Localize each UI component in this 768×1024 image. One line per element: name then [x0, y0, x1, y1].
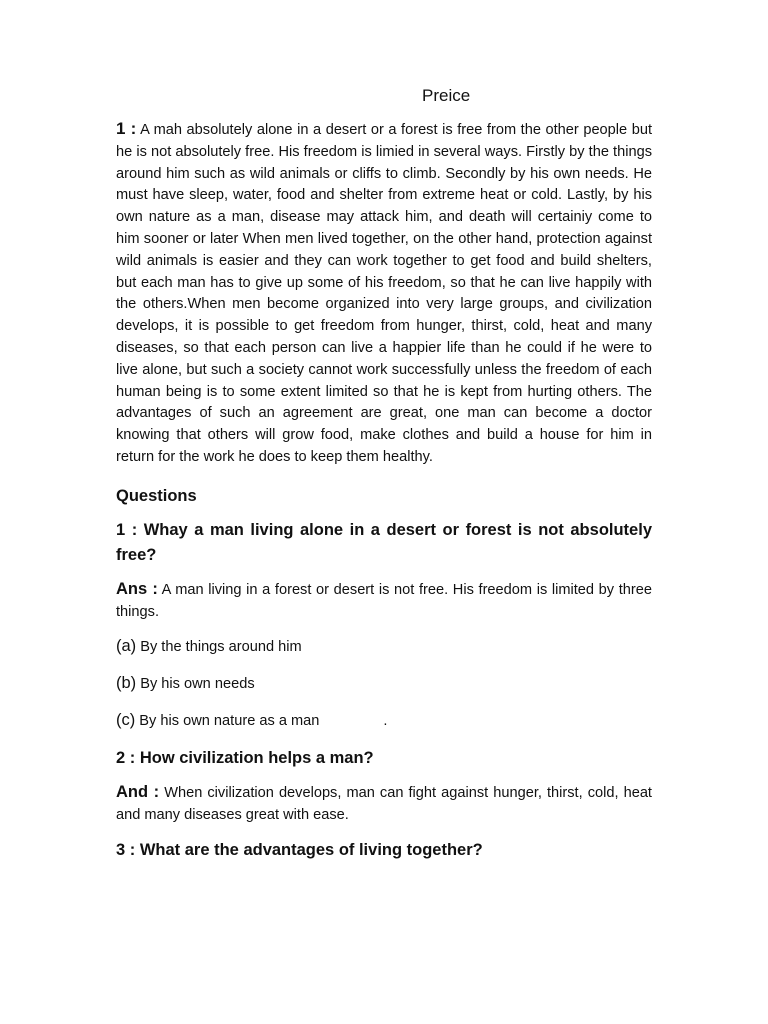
- answer-item-b: [116, 672, 652, 695]
- question-2: 2 : How civilization helps a man?: [116, 748, 374, 767]
- questions-heading: Questions: [116, 486, 197, 505]
- answer-2-text: When civilization develops, man can fight against hunger, thirst, cold, heat and many diseases great with ease.: [116, 784, 652, 823]
- item-b-label: (b): [116, 673, 137, 692]
- answer-1: [116, 578, 652, 623]
- item-c-text: By his own nature as a man: [135, 712, 320, 729]
- item-a-text: By the things around him: [136, 638, 302, 655]
- passage-number: 1 :: [116, 119, 137, 138]
- question-1: 1 : Whay a man living alone in a desert or forest is not absolutely free?: [116, 520, 652, 564]
- passage-paragraph: [116, 118, 652, 469]
- document-page: [116, 86, 652, 873]
- passage-text: A mah absolutely alone in a desert or a forest is free from the other people but he is not absolutely free. His freedom is limied in several ways. Firstly by the things around him such as wild animals or cliffs to climb. Secondly by his own needs. He must have sleep, water, food and shelter from extreme heat or cold. Lastly, by his own nature as a man, disease may attack him, and death will certainiy come to him sooner or later When men lived together, on the other hand, protection against wild animals is easier and they can work together to get food and build shelters, but each man has to give up some of his freedom, so that he can live happily with the others.When men become organized into very large groups, and civilization develops, it is possible to get freedom from hunger, thirst, cold, heat and many diseases, so that each person can live a happier life than he could if he were to live alone, but such a society cannot work successfully unless the freedom of each human being is to some extent limited so that he is kept from hurting others. The advantages of such an agreement are great, one man can become a doctor knowing that others will grow food, make clothes and build a house for him in return for the work he does to keep them healthy.: [116, 122, 653, 465]
- answer-1-label: Ans :: [116, 579, 158, 598]
- item-c-label: (c): [116, 710, 136, 729]
- answer-1-text: A man living in a forest or desert is not free. His freedom is limited by three things.: [116, 581, 652, 620]
- item-b-text: By his own needs: [136, 675, 255, 692]
- answer-2-label: And :: [116, 782, 160, 801]
- answer-item-c: [116, 709, 652, 732]
- item-a-label: (a): [116, 636, 137, 655]
- question-3: 3 : What are the advantages of living together?: [116, 840, 483, 859]
- answer-item-a: [116, 635, 652, 658]
- item-c-trailing-dot: .: [383, 712, 388, 729]
- page-title: Preice: [422, 86, 471, 105]
- answer-2: [116, 781, 652, 826]
